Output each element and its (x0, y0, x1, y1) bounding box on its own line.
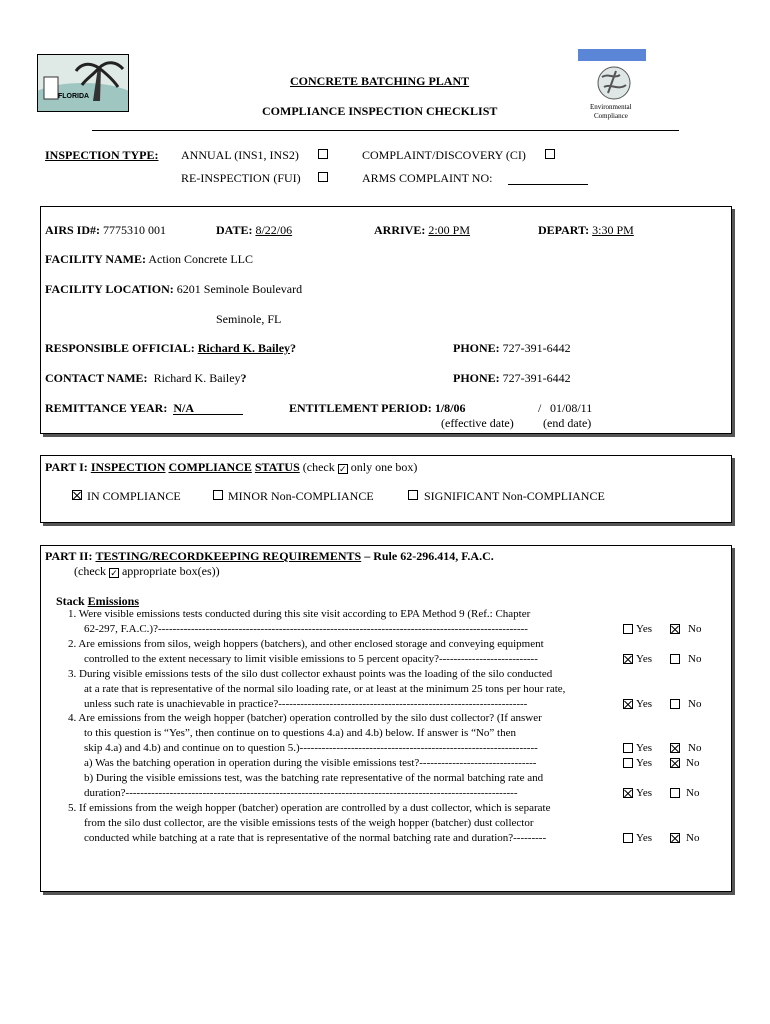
contact-qmark: ? (240, 371, 247, 385)
part1-heading (45, 460, 417, 475)
official-qmark: ? (290, 341, 297, 355)
q3-yes-label: Yes (636, 698, 653, 710)
doc-title-1: CONCRETE BATCHING PLANT (290, 74, 470, 88)
facility-location (45, 282, 302, 297)
question-line: b) During the visible emissions test, was the batching rate representative of the normal batching rate and (84, 772, 544, 784)
date-label: DATE: (216, 223, 253, 237)
check-mark-icon: ✓ (338, 464, 347, 474)
florida-logo-icon (38, 55, 128, 111)
question-line: duration?----------------------------------------------------------------------------------------------------------- (84, 787, 518, 799)
annual-option (181, 148, 299, 163)
phone-2-label: PHONE: (453, 371, 500, 385)
arrive-field (374, 223, 514, 238)
q4a-no-checkbox[interactable] (670, 758, 680, 768)
entitlement-period (289, 401, 465, 416)
q4a-yes-checkbox[interactable] (623, 758, 633, 768)
contact-label: CONTACT NAME: (45, 371, 148, 385)
effective-date-note: (effective date) (441, 416, 514, 430)
complaint-option (362, 148, 526, 163)
section-a: Stack (56, 594, 85, 608)
part2-check-note (74, 564, 220, 579)
entitle-start: 1/8/06 (434, 401, 466, 415)
q5-no-checkbox[interactable] (670, 833, 680, 843)
part2-title: TESTING/RECORDKEEPING REQUIREMENTS (95, 549, 362, 563)
q1-no-checkbox[interactable] (670, 624, 680, 634)
q3-no-checkbox[interactable] (670, 699, 680, 709)
left-logo (37, 54, 129, 112)
part1-check-post: only one box) (350, 460, 418, 474)
environment-globe-icon (594, 63, 634, 101)
right-logo-text-2: Compliance (594, 112, 628, 120)
question-line: conducted while batching at a rate that is representative of the normal batching rate and duration?--------- (84, 832, 547, 844)
doc-title-2: COMPLIANCE INSPECTION CHECKLIST (262, 104, 498, 118)
contact-name (45, 371, 247, 386)
arms-input-line[interactable] (508, 184, 588, 185)
q4b-no-label: No (686, 787, 700, 799)
entitle-label: ENTITLEMENT PERIOD: (289, 401, 432, 415)
question-line: 2. Are emissions from silos, weigh hoppers (batchers), and other enclosed storage and conveying equipment (68, 638, 544, 650)
remit-label: REMITTANCE YEAR: (45, 401, 168, 415)
phone-2 (453, 371, 571, 386)
facility-name-value: Action Concrete LLC (148, 252, 253, 266)
airs-value: 7775310 001 (103, 223, 167, 237)
minor-noncompliance-label: MINOR Non-COMPLIANCE (228, 489, 374, 503)
q4-no-checkbox[interactable] (670, 743, 680, 753)
q1-no-label: No (688, 623, 702, 635)
part1-title-b: COMPLIANCE (168, 460, 252, 474)
q2-yes-checkbox[interactable] (623, 654, 633, 664)
minor-noncompliance-checkbox[interactable] (213, 490, 223, 500)
contact-value: Richard K. Bailey (153, 371, 241, 385)
entitle-slash: / (538, 401, 542, 415)
responsible-official (45, 341, 296, 356)
question-line: to this question is “Yes”, then continue on to questions 4.a) and 4.b) below. If answer is “No” then (84, 727, 516, 739)
question-line: a) Was the batching operation in operation during the visible emissions test?-------------------------------- (84, 757, 537, 769)
depart-label: DEPART: (538, 223, 590, 237)
part2-rule: – Rule 62-296.414, F.A.C. (364, 549, 494, 563)
question-line: 62-297, F.A.C.)?----------------------------------------------------------------------------------------------------- (84, 623, 528, 635)
q1-yes-checkbox[interactable] (623, 624, 633, 634)
remit-value: N/A (173, 402, 243, 415)
part1-title-a: INSPECTION (90, 460, 166, 474)
official-label: RESPONSIBLE OFFICIAL: (45, 341, 195, 355)
in-compliance-checkbox[interactable] (72, 490, 82, 500)
q4-no-label: No (688, 742, 702, 754)
part2-check-post: appropriate box(es)) (121, 564, 220, 578)
right-logo-bar (578, 49, 646, 61)
question-line: skip 4.a) and 4.b) and continue on to question 5.)----------------------------------------------------------------- (84, 742, 538, 754)
q3-no-label: No (688, 698, 702, 710)
q4-yes-checkbox[interactable] (623, 743, 633, 753)
part1-title-c: STATUS (254, 460, 300, 474)
depart-field (538, 223, 672, 238)
airs-id (45, 223, 166, 238)
in-compliance-label: IN COMPLIANCE (87, 489, 181, 503)
q1-yes-label: Yes (636, 623, 653, 635)
facility-name-label: FACILITY NAME: (45, 252, 146, 266)
phone-2-value: 727-391-6442 (502, 371, 571, 385)
part1-check-pre: (check (302, 460, 335, 474)
entitle-end: 01/08/11 (550, 401, 593, 415)
phone-1-label: PHONE: (453, 341, 500, 355)
question-line: unless such rate is unachievable in practice?-------------------------------------------------------------------- (84, 698, 528, 710)
question-line: 5. If emissions from the weigh hopper (batcher) operation are controlled by a dust collector, which is separate (68, 802, 551, 814)
date-field (216, 223, 343, 238)
phone-1 (453, 341, 571, 356)
q4b-yes-checkbox[interactable] (623, 788, 633, 798)
q4a-yes-label: Yes (636, 757, 653, 769)
check-mark-icon: ✓ (110, 568, 118, 578)
right-logo-text-1: Environmental (590, 103, 632, 111)
reinspection-checkbox[interactable] (318, 172, 328, 182)
q4b-yes-label: Yes (636, 787, 653, 799)
q2-no-checkbox[interactable] (670, 654, 680, 664)
q5-no-label: No (686, 832, 700, 844)
arms-label: ARMS COMPLAINT NO: (362, 171, 493, 185)
header-divider (92, 130, 679, 131)
question-line: 4. Are emissions from the weigh hopper (batcher) operation controlled by the silo dust collector? (If answer (68, 712, 542, 724)
significant-noncompliance-label: SIGNIFICANT Non-COMPLIANCE (424, 489, 605, 503)
arrive-label: ARRIVE: (374, 223, 426, 237)
question-line: 1. Were visible emissions tests conducted during this site visit according to EPA Method 9 (Ref.: Chapter (68, 608, 531, 620)
q2-no-label: No (688, 653, 702, 665)
q3-yes-checkbox[interactable] (623, 699, 633, 709)
q4a-no-label: No (686, 757, 700, 769)
official-value: Richard K. Bailey (197, 341, 291, 355)
part2-heading (45, 549, 494, 564)
date-value: 8/22/06 (255, 223, 293, 237)
reinspection-label: RE-INSPECTION (FUI) (181, 171, 301, 185)
question-line: controlled to the extent necessary to limit visible emissions to 5 percent opacity?--------------------------- (84, 653, 538, 665)
facility-name (45, 252, 253, 267)
question-line: at a rate that is representative of the normal silo loading rate, or at least at the minimum 25 tons per hour rate, (84, 683, 566, 695)
facility-location-label: FACILITY LOCATION: (45, 282, 174, 296)
remittance-year (45, 401, 243, 416)
phone-1-value: 727-391-6442 (502, 341, 571, 355)
stack-emissions-heading (56, 594, 139, 609)
left-logo-text: FLORIDA (58, 93, 90, 100)
complaint-checkbox[interactable] (545, 149, 555, 159)
facility-location-line1: 6201 Seminole Boulevard (176, 282, 303, 296)
q4b-no-checkbox[interactable] (670, 788, 680, 798)
part2-check-pre: (check (74, 564, 106, 578)
annual-label: ANNUAL (INS1, INS2) (181, 148, 299, 162)
facility-location-line2: Seminole, FL (216, 312, 282, 326)
reinspection-option (181, 171, 301, 186)
inspection-type-label: INSPECTION TYPE: (45, 148, 159, 162)
facility-info-box (40, 206, 732, 434)
significant-noncompliance-checkbox[interactable] (408, 490, 418, 500)
right-logo (578, 49, 646, 125)
question-line: 3. During visible emissions tests of the silo dust collector exhaust points was the loading of the silo conducted (68, 668, 553, 680)
complaint-label: COMPLAINT/DISCOVERY (CI) (362, 148, 526, 162)
q5-yes-checkbox[interactable] (623, 833, 633, 843)
section-b: Emissions (87, 594, 140, 608)
part1-label: PART I: (45, 460, 88, 474)
part2-label: PART II: (45, 549, 93, 563)
q2-yes-label: Yes (636, 653, 653, 665)
q5-yes-label: Yes (636, 832, 653, 844)
depart-value: 3:30 PM (592, 223, 634, 237)
annual-checkbox[interactable] (318, 149, 328, 159)
airs-label: AIRS ID#: (45, 223, 101, 237)
end-date-note: (end date) (543, 416, 592, 430)
arrive-value: 2:00 PM (428, 223, 471, 237)
arms-option (362, 171, 492, 186)
q4-yes-label: Yes (636, 742, 653, 754)
question-line: from the silo dust collector, are the visible emissions tests of the weigh hopper (batcher) dust collector (84, 817, 534, 829)
